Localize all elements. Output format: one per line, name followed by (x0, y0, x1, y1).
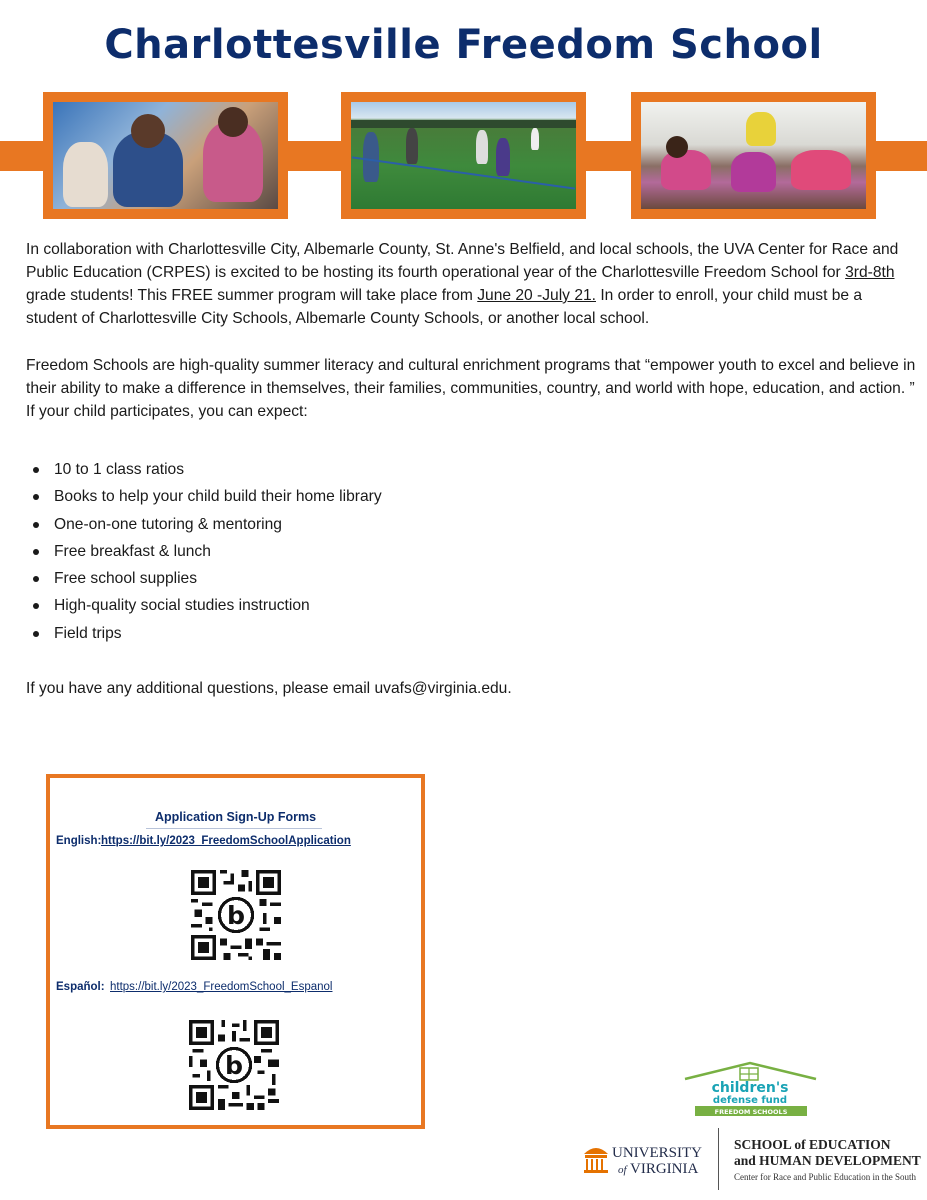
forms-title: Application Sign-Up Forms (154, 810, 317, 824)
contact-text: If you have any additional questions, please email uvafs@virginia.edu. (26, 680, 512, 697)
sehd-line1: SCHOOL of EDUCATION (734, 1137, 891, 1152)
list-item: High-quality social studies instruction (54, 592, 382, 619)
svg-text:b: b (224, 1051, 244, 1080)
sehd-line3: Center for Race and Public Education in the South (734, 1172, 916, 1182)
photo-children-reading (641, 102, 866, 209)
list-item: Free breakfast & lunch (54, 538, 382, 565)
uva-of: of (618, 1164, 627, 1176)
photo-children-classroom (53, 102, 278, 209)
sehd-line2: and HUMAN DEVELOPMENT (734, 1153, 921, 1168)
english-label: English: (56, 835, 102, 847)
intro-paragraph (26, 238, 916, 330)
grades-text: 3rd-8th (845, 264, 895, 281)
photo-frame-1 (43, 92, 288, 219)
intro-text-2: grade students! This FREE summer program will take place from (26, 287, 478, 304)
logo-divider (718, 1128, 719, 1190)
uva-line2: VIRGINIA (630, 1161, 699, 1177)
page-title: Charlottesville Freedom School (104, 22, 823, 68)
list-item: Free school supplies (54, 565, 382, 592)
cdf-line1: children's (711, 1080, 789, 1096)
spanish-link[interactable]: https://bit.ly/2023_FreedomSchool_Espanol (110, 981, 333, 993)
svg-text:b: b (226, 901, 246, 930)
uva-logo (582, 1138, 712, 1178)
intro-text-1: In collaboration with Charlottesville City, Albemarle County, St. Anne's Belfield, and local schools, the UVA Center for Race and Public Education (CRPES) is excited to be hosting its fourth operational year of the Charlottesville Freedom School for (26, 241, 899, 281)
uva-line1: UNIVERSITY (612, 1145, 702, 1161)
benefits-list (26, 456, 382, 647)
english-link[interactable]: https://bit.ly/2023_FreedomSchoolApplication (101, 835, 351, 847)
list-item: One-on-one tutoring & mentoring (54, 511, 382, 538)
cdf-banner: FREEDOM SCHOOLS (714, 1108, 788, 1116)
intro-text-3: In order to enroll, your child must be a student of Charlottesville City Schools, Albemarle County Schools, or another local school. (26, 287, 863, 327)
spanish-label: Español: (56, 981, 105, 993)
mission-paragraph: Freedom Schools are high-quality summer literacy and cultural enrichment programs that “empower youth to excel and believe in their ability to make a difference in themselves, their families, communities, country, and world with hope, education, and action. ” If your child participates, you can expect: (26, 357, 916, 420)
photo-soccer-field (351, 102, 576, 209)
english-qr-code[interactable] (191, 870, 281, 960)
list-item: Field trips (54, 620, 382, 647)
spanish-qr-code[interactable] (189, 1020, 279, 1110)
photo-frame-2 (341, 92, 586, 219)
photo-frame-3 (631, 92, 876, 219)
forms-title-divider (146, 828, 322, 829)
list-item: Books to help your child build their home library (54, 483, 382, 510)
list-item: 10 to 1 class ratios (54, 456, 382, 483)
childrens-defense-fund-logo (683, 1061, 818, 1119)
dates-text: June 20 -July 21. (477, 287, 596, 304)
cdf-line2: defense fund (712, 1095, 788, 1106)
application-forms-box (46, 774, 425, 1129)
